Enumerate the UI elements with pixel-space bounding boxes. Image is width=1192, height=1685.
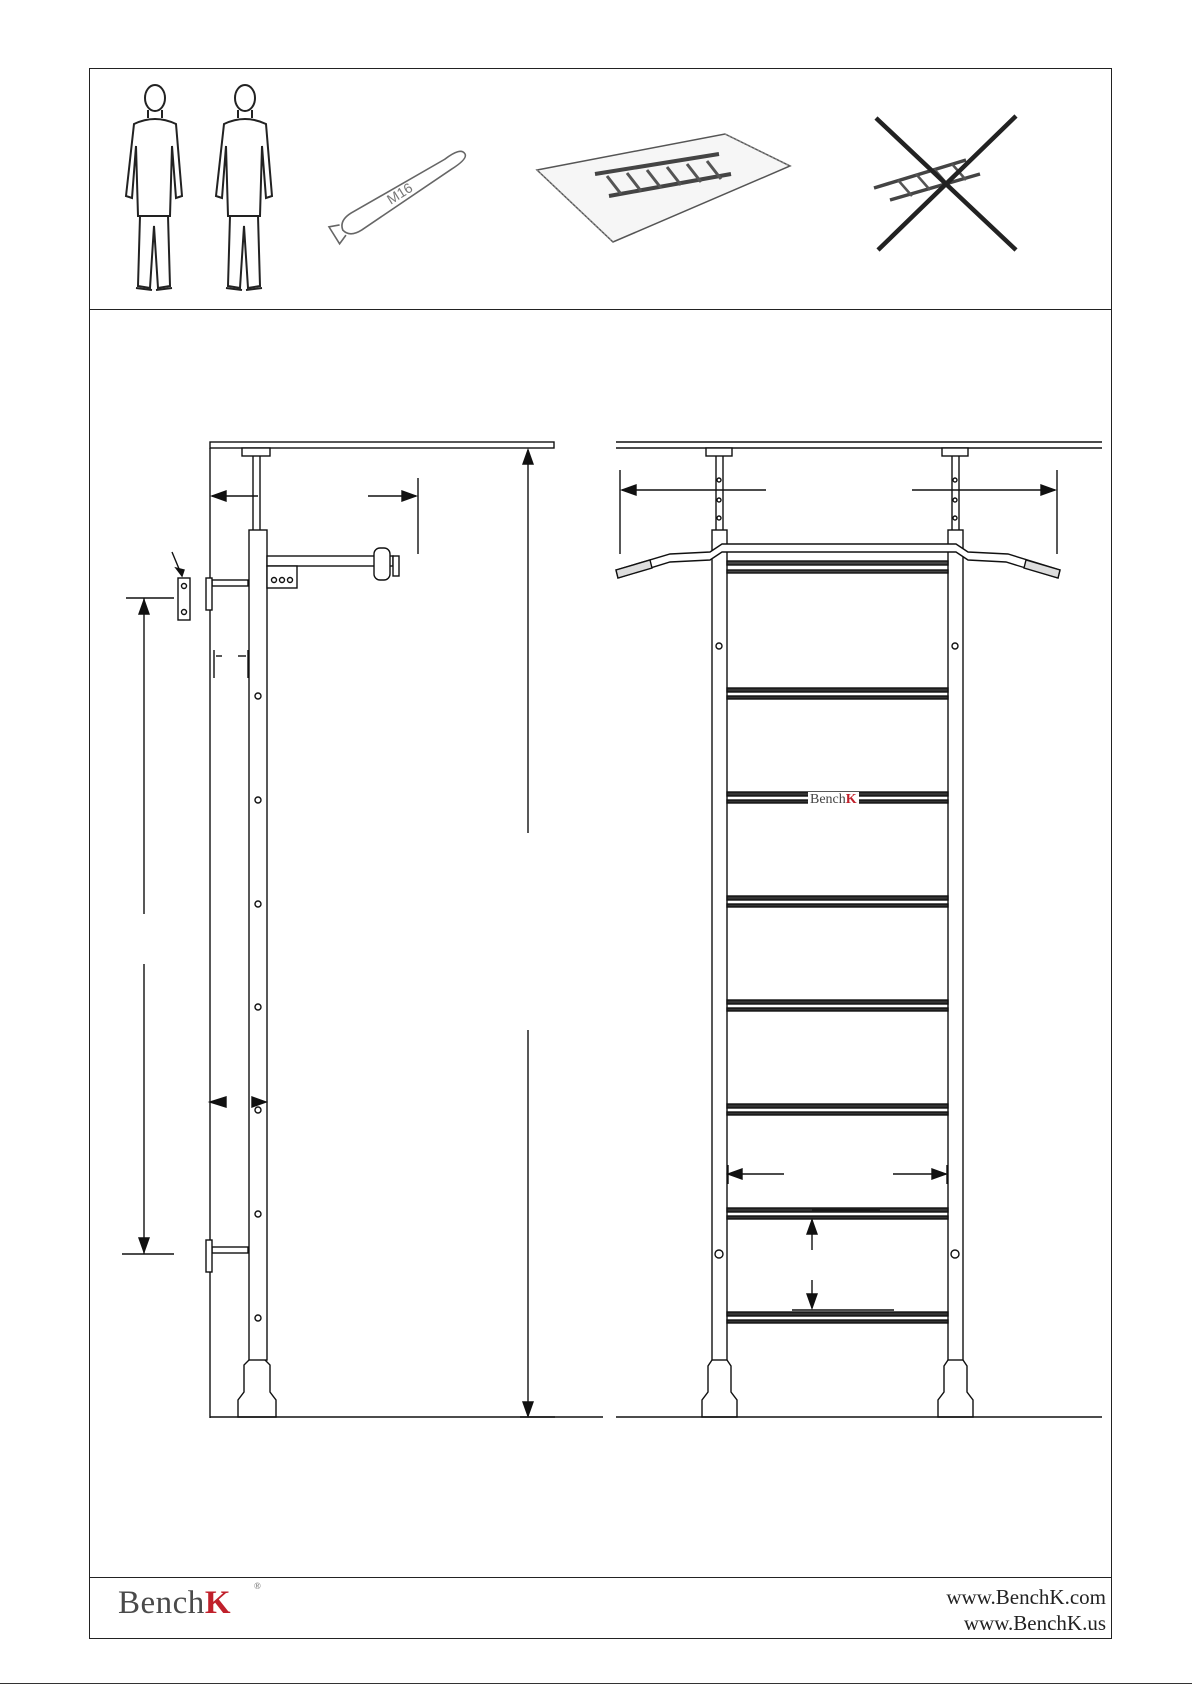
footer-divider	[89, 1577, 1112, 1578]
url-us[interactable]: www.BenchK.us	[963, 1611, 1106, 1635]
ladder-on-bare-floor-prohibited-icon	[870, 112, 1020, 257]
ladder-on-protective-surface-icon	[535, 130, 795, 250]
wrench-icon	[325, 125, 485, 255]
bottom-rule	[0, 1683, 1192, 1684]
two-people-icon	[110, 76, 290, 296]
logo-text-prefix: Bench	[118, 1585, 205, 1621]
front-view	[616, 442, 1102, 1417]
side-view	[122, 442, 603, 1418]
top-divider	[89, 309, 1112, 310]
footer-urls	[946, 1584, 1106, 1636]
ladder-brand-label: BenchK	[810, 792, 857, 807]
logo-text-k: K	[204, 1585, 231, 1621]
benchk-logo	[118, 1581, 288, 1631]
url-com[interactable]: www.BenchK.com	[946, 1585, 1106, 1609]
logo-registered-mark: ®	[254, 1581, 261, 1591]
wrench-label: M16	[383, 179, 416, 208]
ladder-dimension-diagram	[110, 430, 1110, 1430]
